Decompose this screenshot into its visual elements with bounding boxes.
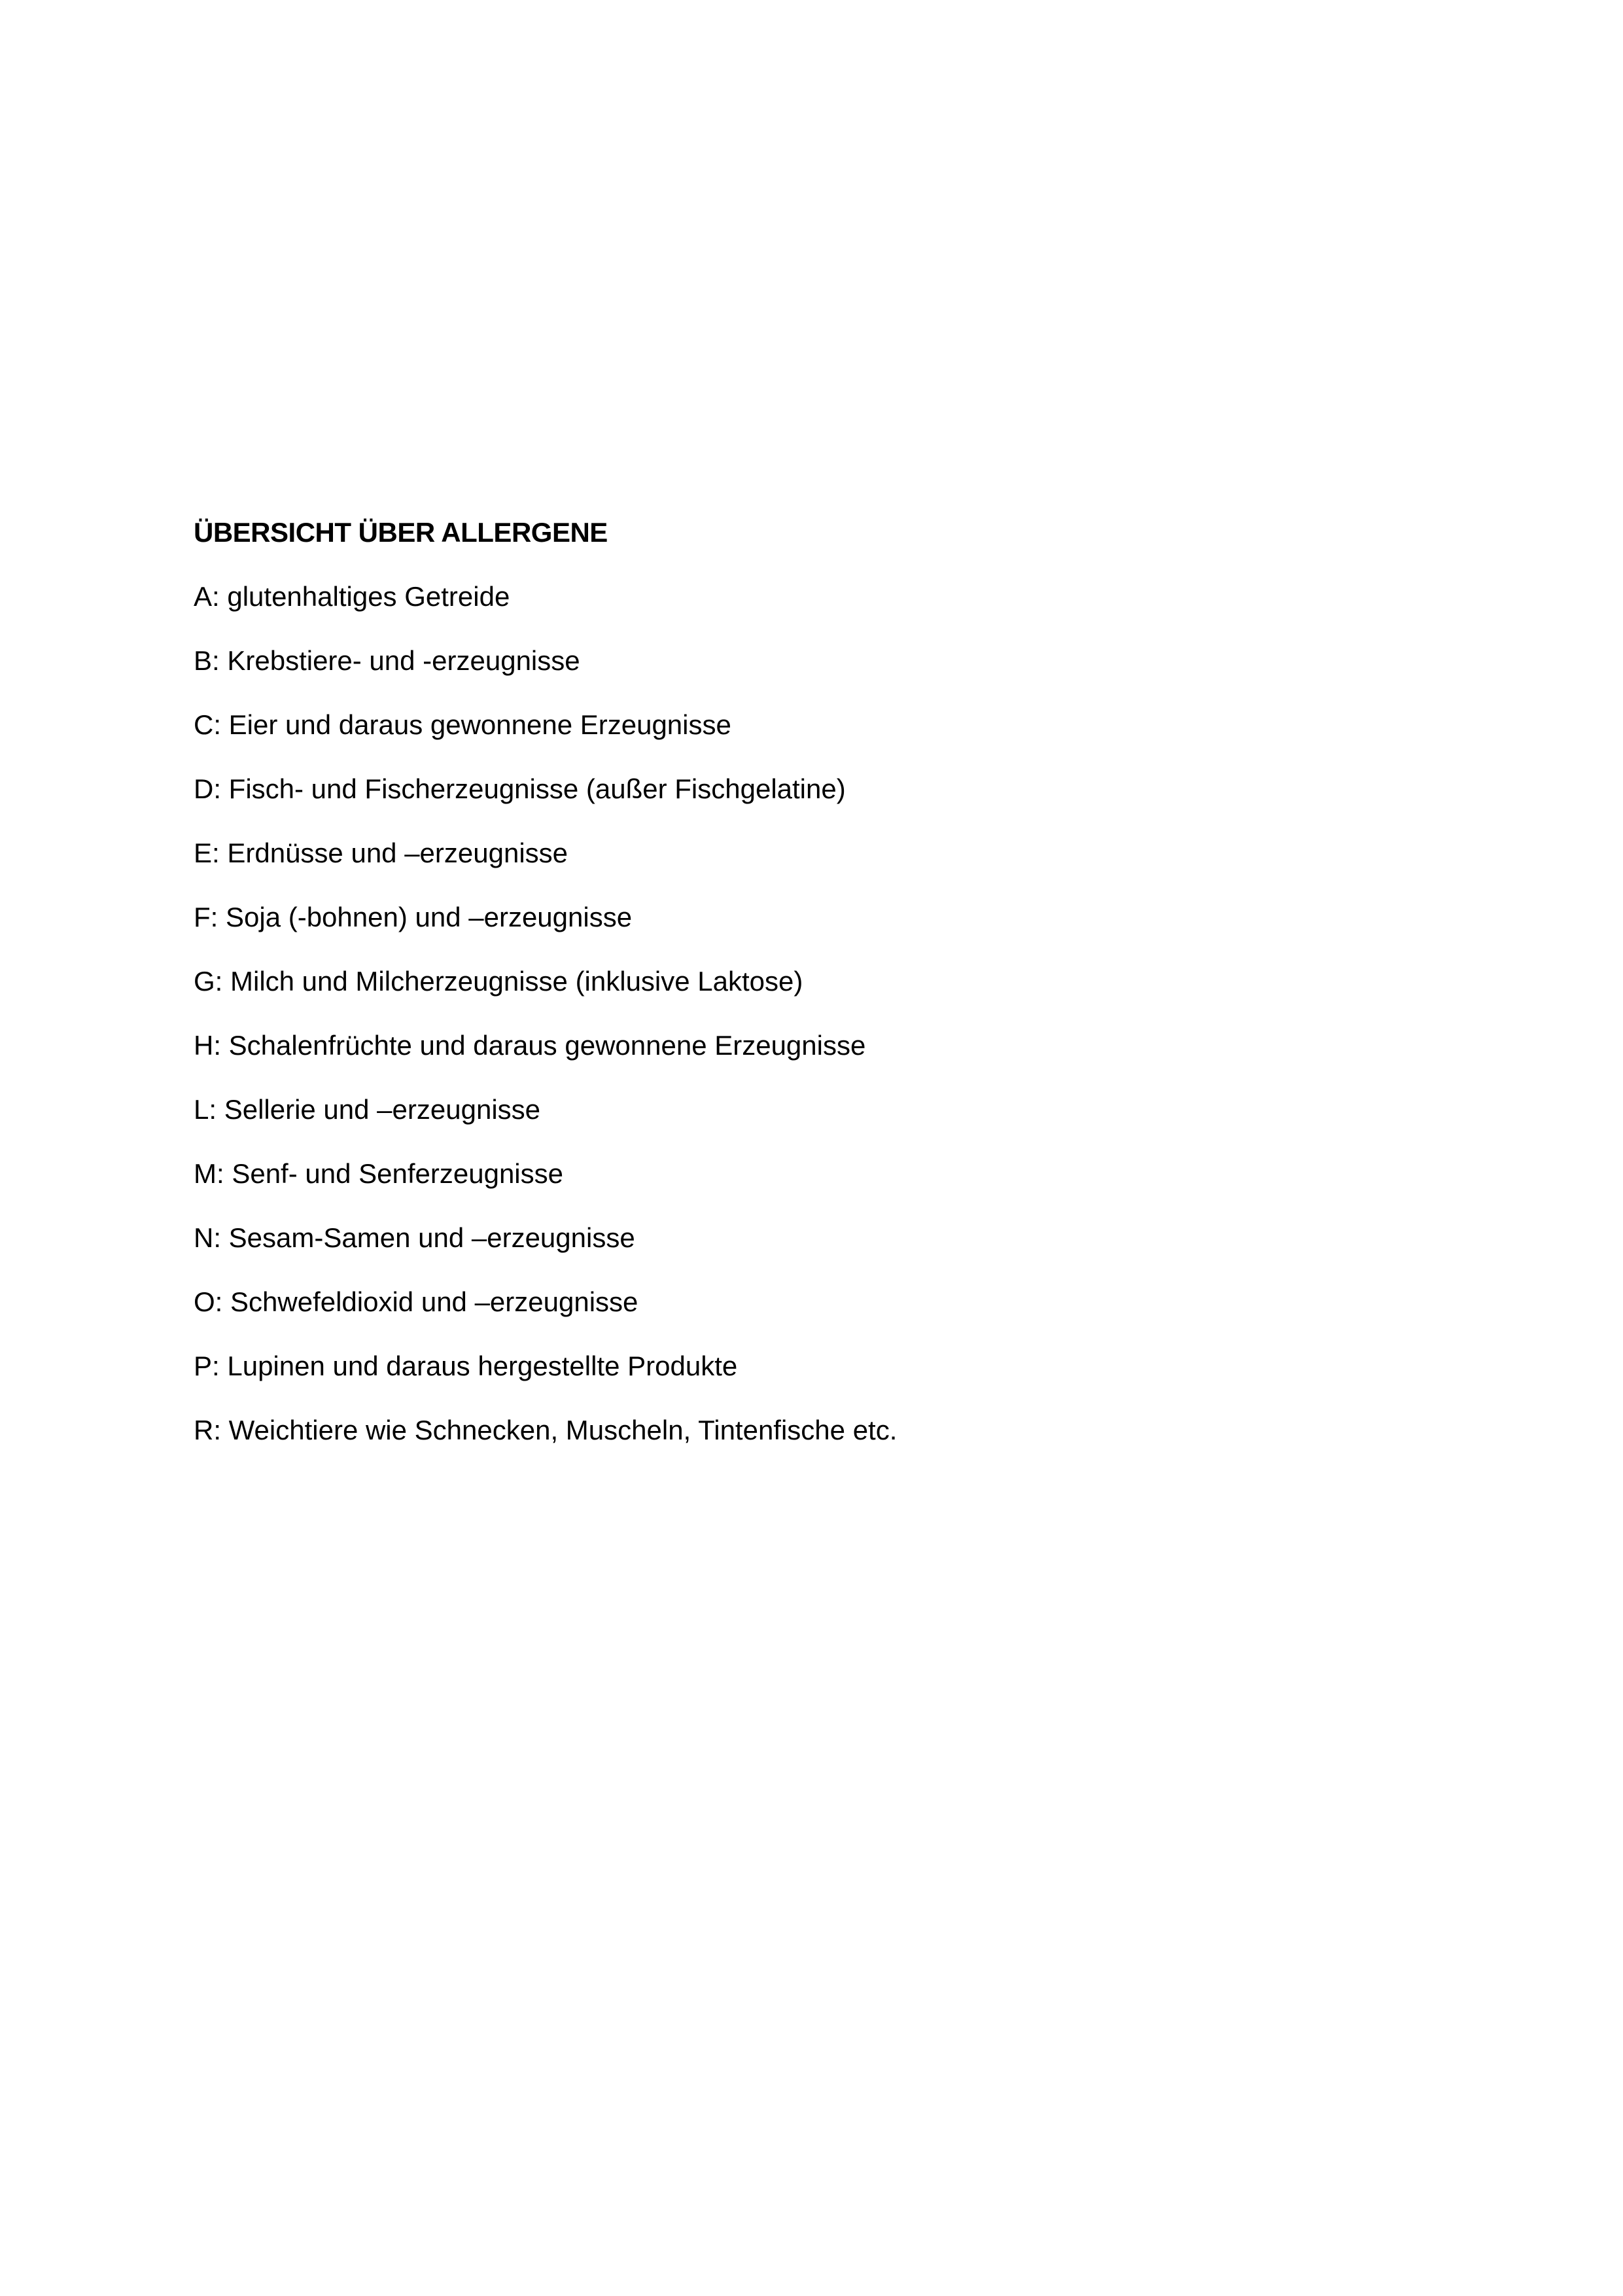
allergen-item-d: D: Fisch- und Fischerzeugnisse (außer Fischgelatine)	[194, 773, 846, 804]
allergen-item-p: P: Lupinen und daraus hergestellte Produkte	[194, 1351, 738, 1381]
allergen-item-g: G: Milch und Milcherzeugnisse (inklusive Laktose)	[194, 966, 803, 997]
allergen-item-f: F: Soja (-bohnen) und –erzeugnisse	[194, 902, 633, 932]
allergen-item-m: M: Senf- und Senferzeugnisse	[194, 1158, 563, 1189]
document-content	[194, 516, 1437, 1477]
allergen-list	[194, 580, 1437, 1447]
allergen-item-e: E: Erdnüsse und –erzeugnisse	[194, 838, 568, 868]
allergen-item-b: B: Krebstiere- und -erzeugnisse	[194, 645, 580, 676]
allergen-item-r: R: Weichtiere wie Schnecken, Muscheln, Tintenfische etc.	[194, 1415, 898, 1445]
allergen-item-o: O: Schwefeldioxid und –erzeugnisse	[194, 1286, 638, 1317]
allergen-item-c: C: Eier und daraus gewonnene Erzeugnisse	[194, 709, 731, 740]
allergen-item-l: L: Sellerie und –erzeugnisse	[194, 1094, 541, 1125]
allergen-item-h: H: Schalenfrüchte und daraus gewonnene Erzeugnisse	[194, 1030, 866, 1061]
allergen-item-a: A: glutenhaltiges Getreide	[194, 581, 510, 612]
allergen-item-n: N: Sesam-Samen und –erzeugnisse	[194, 1222, 635, 1253]
page-title: ÜBERSICHT ÜBER ALLERGENE	[194, 517, 608, 548]
